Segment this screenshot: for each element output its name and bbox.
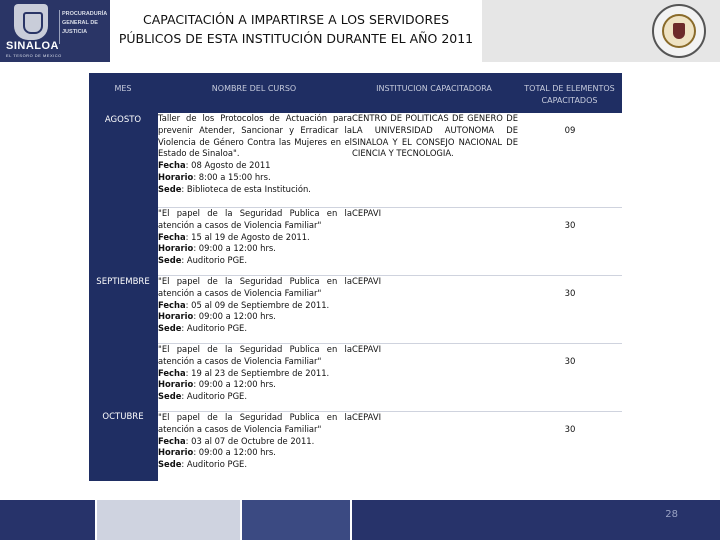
- table-body: [158, 113, 622, 481]
- schedule-label: Horario: [158, 379, 194, 390]
- seal-emblem-icon: [662, 14, 696, 48]
- title-line-1: CAPACITACIÓN A IMPARTIRSE A LOS SERVIDORES: [142, 12, 450, 27]
- institution-cell: CENTRO DE POLITICAS DE GENERO DE LA UNIVERSIDAD AUTONOMA DE SINALOA Y EL CONSEJO NACIONAL DE CIENCIA Y TECNOLOGIA.: [352, 113, 518, 159]
- coat-of-arms-icon: [14, 4, 48, 40]
- date-value: : 03 al 07 de Octubre de 2011.: [185, 435, 315, 446]
- venue-label: Sede: [158, 323, 182, 334]
- schedule-value: : 09:00 a 12:00 hrs.: [193, 243, 276, 254]
- date-label: Fecha: [158, 231, 186, 242]
- total-cell: 30: [564, 357, 576, 367]
- date-value: : 15 al 19 de Agosto de 2011.: [185, 231, 310, 242]
- course-cell: [158, 344, 352, 403]
- table-row: [158, 276, 622, 343]
- course-name: "El papel de la Seguridad Publica en la atención a casos de Violencia Familiar": [158, 412, 352, 434]
- venue-label: Sede: [158, 391, 182, 402]
- month-label-octubre: OCTUBRE: [102, 412, 144, 422]
- venue-value: : Auditorio PGE.: [181, 323, 248, 334]
- footer-block-1: [0, 500, 95, 540]
- course-cell: [158, 276, 352, 335]
- logo-text: SINALOA: [6, 40, 59, 52]
- table-row: [158, 344, 622, 411]
- logo-subtext: EL TESORO DE MEXICO: [6, 53, 62, 58]
- date-value: : 19 al 23 de Septiembre de 2011.: [185, 367, 330, 378]
- schedule-value: : 09:00 a 12:00 hrs.: [193, 379, 276, 390]
- page-number: 28: [665, 509, 678, 520]
- course-name: "El papel de la Seguridad Publica en la atención a casos de Violencia Familiar": [158, 208, 352, 230]
- venue-value: : Auditorio PGE.: [181, 255, 248, 266]
- month-label-agosto: AGOSTO: [104, 115, 142, 125]
- schedule-label: Horario: [158, 447, 194, 458]
- course-name: Taller de los Protocolos de Actuación para prevenir Atender, Sancionar y Erradicar la Violencia de Género Contra las Mujeres en el Estado de Sinaloa".: [158, 113, 352, 159]
- schedule-value: : 8:00 a 15:00 hrs.: [193, 171, 271, 182]
- schedule-label: Horario: [158, 171, 194, 182]
- course-cell: [158, 208, 352, 267]
- venue-label: Sede: [158, 183, 182, 194]
- schedule-label: Horario: [158, 243, 194, 254]
- slide-footer: [0, 500, 720, 540]
- date-label: Fecha: [158, 367, 186, 378]
- date-label: Fecha: [158, 160, 186, 171]
- date-label: Fecha: [158, 435, 186, 446]
- table-row: [158, 412, 622, 479]
- agency-line-2: GENERAL DE: [62, 20, 98, 26]
- institution-cell: CEPAVI: [352, 412, 382, 422]
- venue-value: : Auditorio PGE.: [181, 391, 248, 402]
- schedule-value: : 09:00 a 12:00 hrs.: [193, 311, 276, 322]
- venue-value: : Auditorio PGE.: [181, 459, 248, 470]
- course-name: "El papel de la Seguridad Publica en la atención a casos de Violencia Familiar": [158, 276, 352, 298]
- institution-cell: CEPAVI: [352, 344, 382, 354]
- course-cell: [158, 412, 352, 471]
- institution-cell: CEPAVI: [352, 276, 382, 286]
- total-cell: 30: [564, 221, 576, 231]
- date-label: Fecha: [158, 299, 186, 310]
- title-line-2: PÚBLICOS DE ESTA INSTITUCIÓN DURANTE EL AÑO 2011: [118, 31, 474, 46]
- slide-title: [110, 0, 482, 62]
- agency-line-3: JUSTICIA: [62, 29, 88, 35]
- sinaloa-logo: [0, 0, 110, 62]
- institution-cell: CEPAVI: [352, 208, 382, 218]
- total-cell: 30: [564, 289, 576, 299]
- footer-block-3: [242, 500, 350, 540]
- venue-label: Sede: [158, 255, 182, 266]
- column-header-institucion: INSTITUCION CAPACITADORA: [376, 84, 492, 93]
- schedule-value: : 09:00 a 12:00 hrs.: [193, 447, 276, 458]
- agency-name: [62, 10, 108, 37]
- venue-value: : Biblioteca de esta Institución.: [181, 183, 311, 194]
- course-name: "El papel de la Seguridad Publica en la atención a casos de Violencia Familiar": [158, 344, 352, 366]
- slide-header: [0, 0, 720, 62]
- total-cell: 30: [564, 425, 576, 435]
- table-row: [158, 113, 622, 207]
- institution-seal-icon: [652, 4, 706, 58]
- total-cell: 09: [564, 126, 576, 136]
- course-cell: [158, 113, 352, 196]
- agency-line-1: PROCURADURÍA: [62, 11, 108, 17]
- month-label-septiembre: SEPTIEMBRE: [96, 277, 150, 287]
- column-header-total: TOTAL DE ELEMENTOS CAPACITADOS: [524, 84, 615, 105]
- date-value: : 08 Agosto de 2011: [185, 160, 271, 171]
- date-value: : 05 al 09 de Septiembre de 2011.: [185, 299, 330, 310]
- logo-divider: [59, 10, 60, 44]
- footer-block-2: [97, 500, 240, 540]
- table-row: [158, 208, 622, 275]
- column-header-mes: MES: [114, 84, 132, 93]
- venue-label: Sede: [158, 459, 182, 470]
- schedule-label: Horario: [158, 311, 194, 322]
- footer-block-4: [352, 500, 720, 540]
- column-header-nombre: NOMBRE DEL CURSO: [211, 84, 297, 93]
